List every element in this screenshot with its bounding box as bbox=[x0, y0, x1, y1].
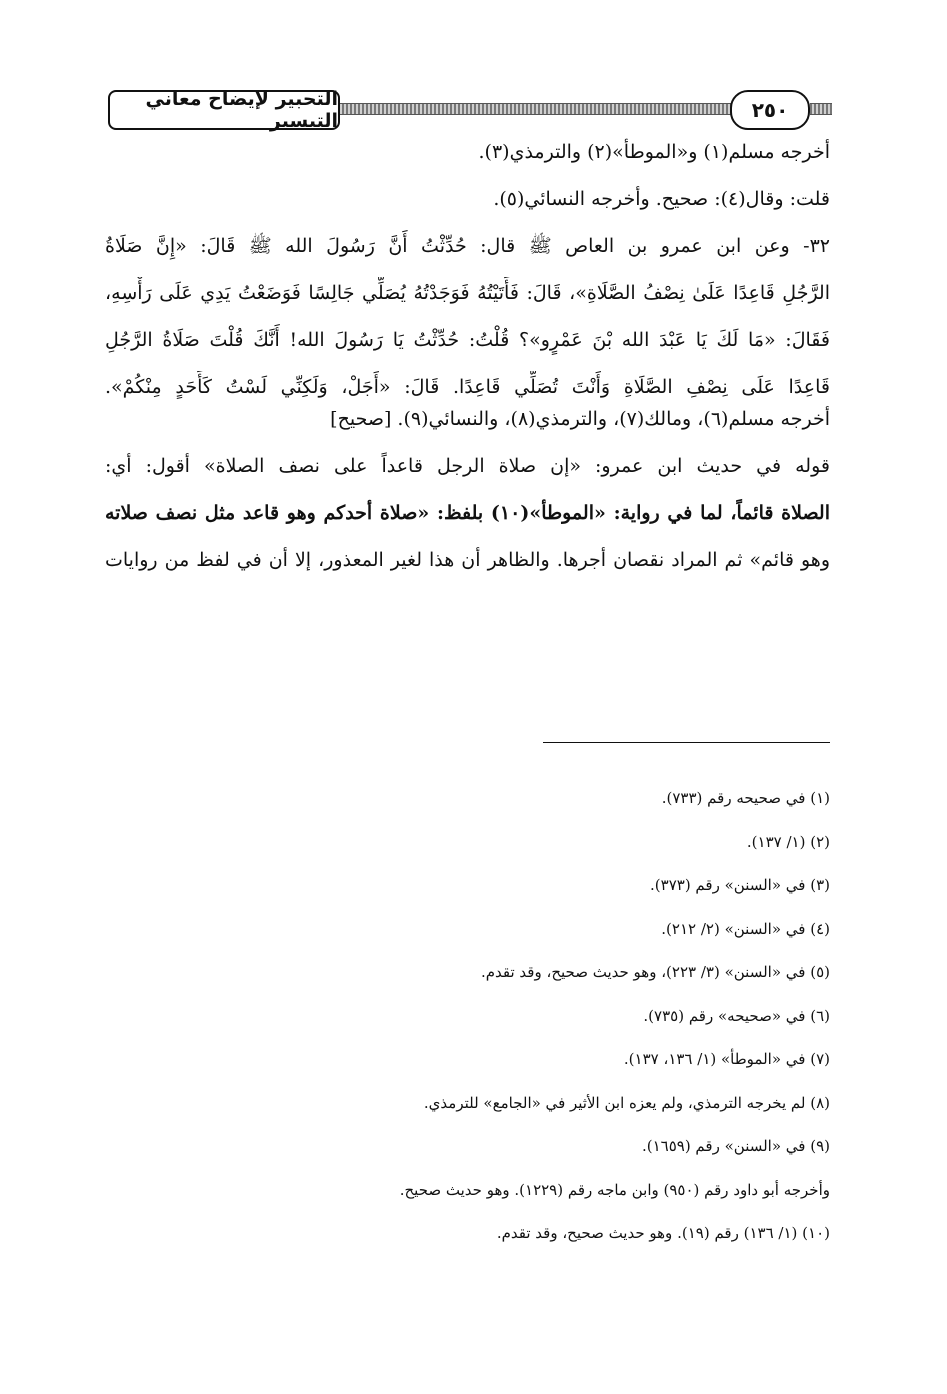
footnote-item: (١) في صحيحه رقم (٧٣٣). bbox=[661, 789, 830, 807]
footnote-item: (٦) في «صحيحه» رقم (٧٣٥). bbox=[643, 1006, 830, 1025]
footnote-item: (٥) في «السنن» (٣/ ٢٢٣)، وهو حديث صحيح، وقد تقدم. bbox=[480, 963, 830, 981]
hadith-source-line: أخرجه مسلم(٦)، ومالك(٧)، والترمذي(٨)، والنسائي(٩). [صحيح] bbox=[330, 408, 830, 430]
main-text bbox=[105, 136, 830, 576]
footnotes bbox=[290, 777, 830, 1256]
page-number: ٢٥٠ bbox=[730, 90, 810, 130]
footnote-item: (٣) في «السنن» رقم (٣٧٣). bbox=[650, 876, 830, 894]
footnote-item: (٩) في «السنن» رقم (١٦٥٩). bbox=[641, 1137, 830, 1155]
footnote-item: (٨) لم يخرجه الترمذي، ولم يعزه ابن الأثير في «الجامع» للترمذي. bbox=[423, 1093, 830, 1112]
hadith-line-1: ٣٢- وعن ابن عمرو بن العاص ﷺ قال: حُدِّثْتُ أَنَّ رَسُولَ الله ﷺ قَالَ: «إِنَّ صَلَاةُ bbox=[105, 235, 830, 257]
header-ornament-band-end bbox=[810, 103, 832, 115]
footnote-separator bbox=[543, 742, 830, 743]
hadith-line-2: الرَّجُلِ قَاعِدًا عَلَىٰ نِصْفُ الصَّلَاةِ»، قَالَ: فَأَتَيْتُهُ فَوَجَدْتُهُ يُصَلِّي جَالِسًا فَوَضَعْتُ يَدِي عَلَى رَأْسِهِ، bbox=[105, 282, 830, 304]
hadith-line-4: قَاعِدًا عَلَى نِصْفِ الصَّلَاةِ وَأَنْتَ تُصَلِّي قَاعِدًا. قَالَ: «أَجَلْ، وَلَكِنِّي لَسْتُ كَأَحَدٍ مِنْكُمْ». bbox=[105, 376, 830, 398]
commentary-line-1: قوله في حديث ابن عمرو: «إن صلاة الرجل قاعداً على نصف الصلاة» أقول: أي: bbox=[105, 455, 830, 477]
footnote-item: (٧) في «الموطأ» (١/ ١٣٦، ١٣٧). bbox=[623, 1050, 830, 1068]
header-ornament-band bbox=[330, 103, 737, 115]
text-line-ref2: قلت: وقال(٤): صحيح. وأخرجه النسائي(٥). bbox=[493, 188, 830, 210]
book-title-box: التحبير لإيضاح معاني التيسير bbox=[108, 90, 340, 130]
hadith-line-3: فَقَالَ: «مَا لَكَ يَا عَبْدَ الله بْنَ عَمْرٍو»؟ قُلْتُ: حُدِّثْتُ يَا رَسُولَ الله! أَنَّكَ قُلْتَ صَلَاةُ الرَّجُلِ bbox=[105, 329, 830, 351]
text-line-ref1: أخرجه مسلم(١) و«الموطأ»(٢) والترمذي(٣). bbox=[478, 141, 830, 163]
footnote-item: (٢) (١/ ١٣٧). bbox=[746, 832, 830, 851]
footnote-item: وأخرجه أبو داود رقم (٩٥٠) وابن ماجه رقم (١٢٢٩). وهو حديث صحيح. bbox=[399, 1180, 830, 1199]
footnote-item: (١٠) (١/ ١٣٦) رقم (١٩). وهو حديث صحيح، وقد تقدم. bbox=[496, 1224, 830, 1242]
footnote-item: (٤) في «السنن» (٢/ ٢١٢). bbox=[661, 919, 830, 938]
commentary-line-2: الصلاة قائماً، لما في رواية: «الموطأ»(١٠) بلفظ: «صلاة أحدكم وهو قاعد مثل نصف صلاته bbox=[105, 502, 830, 524]
commentary-line-3: وهو قائم» ثم المراد نقصان أجرها. والظاهر أن هذا لغير المعذور، إلا أن في لفظ من روايات bbox=[105, 549, 830, 571]
page-header bbox=[100, 88, 832, 132]
